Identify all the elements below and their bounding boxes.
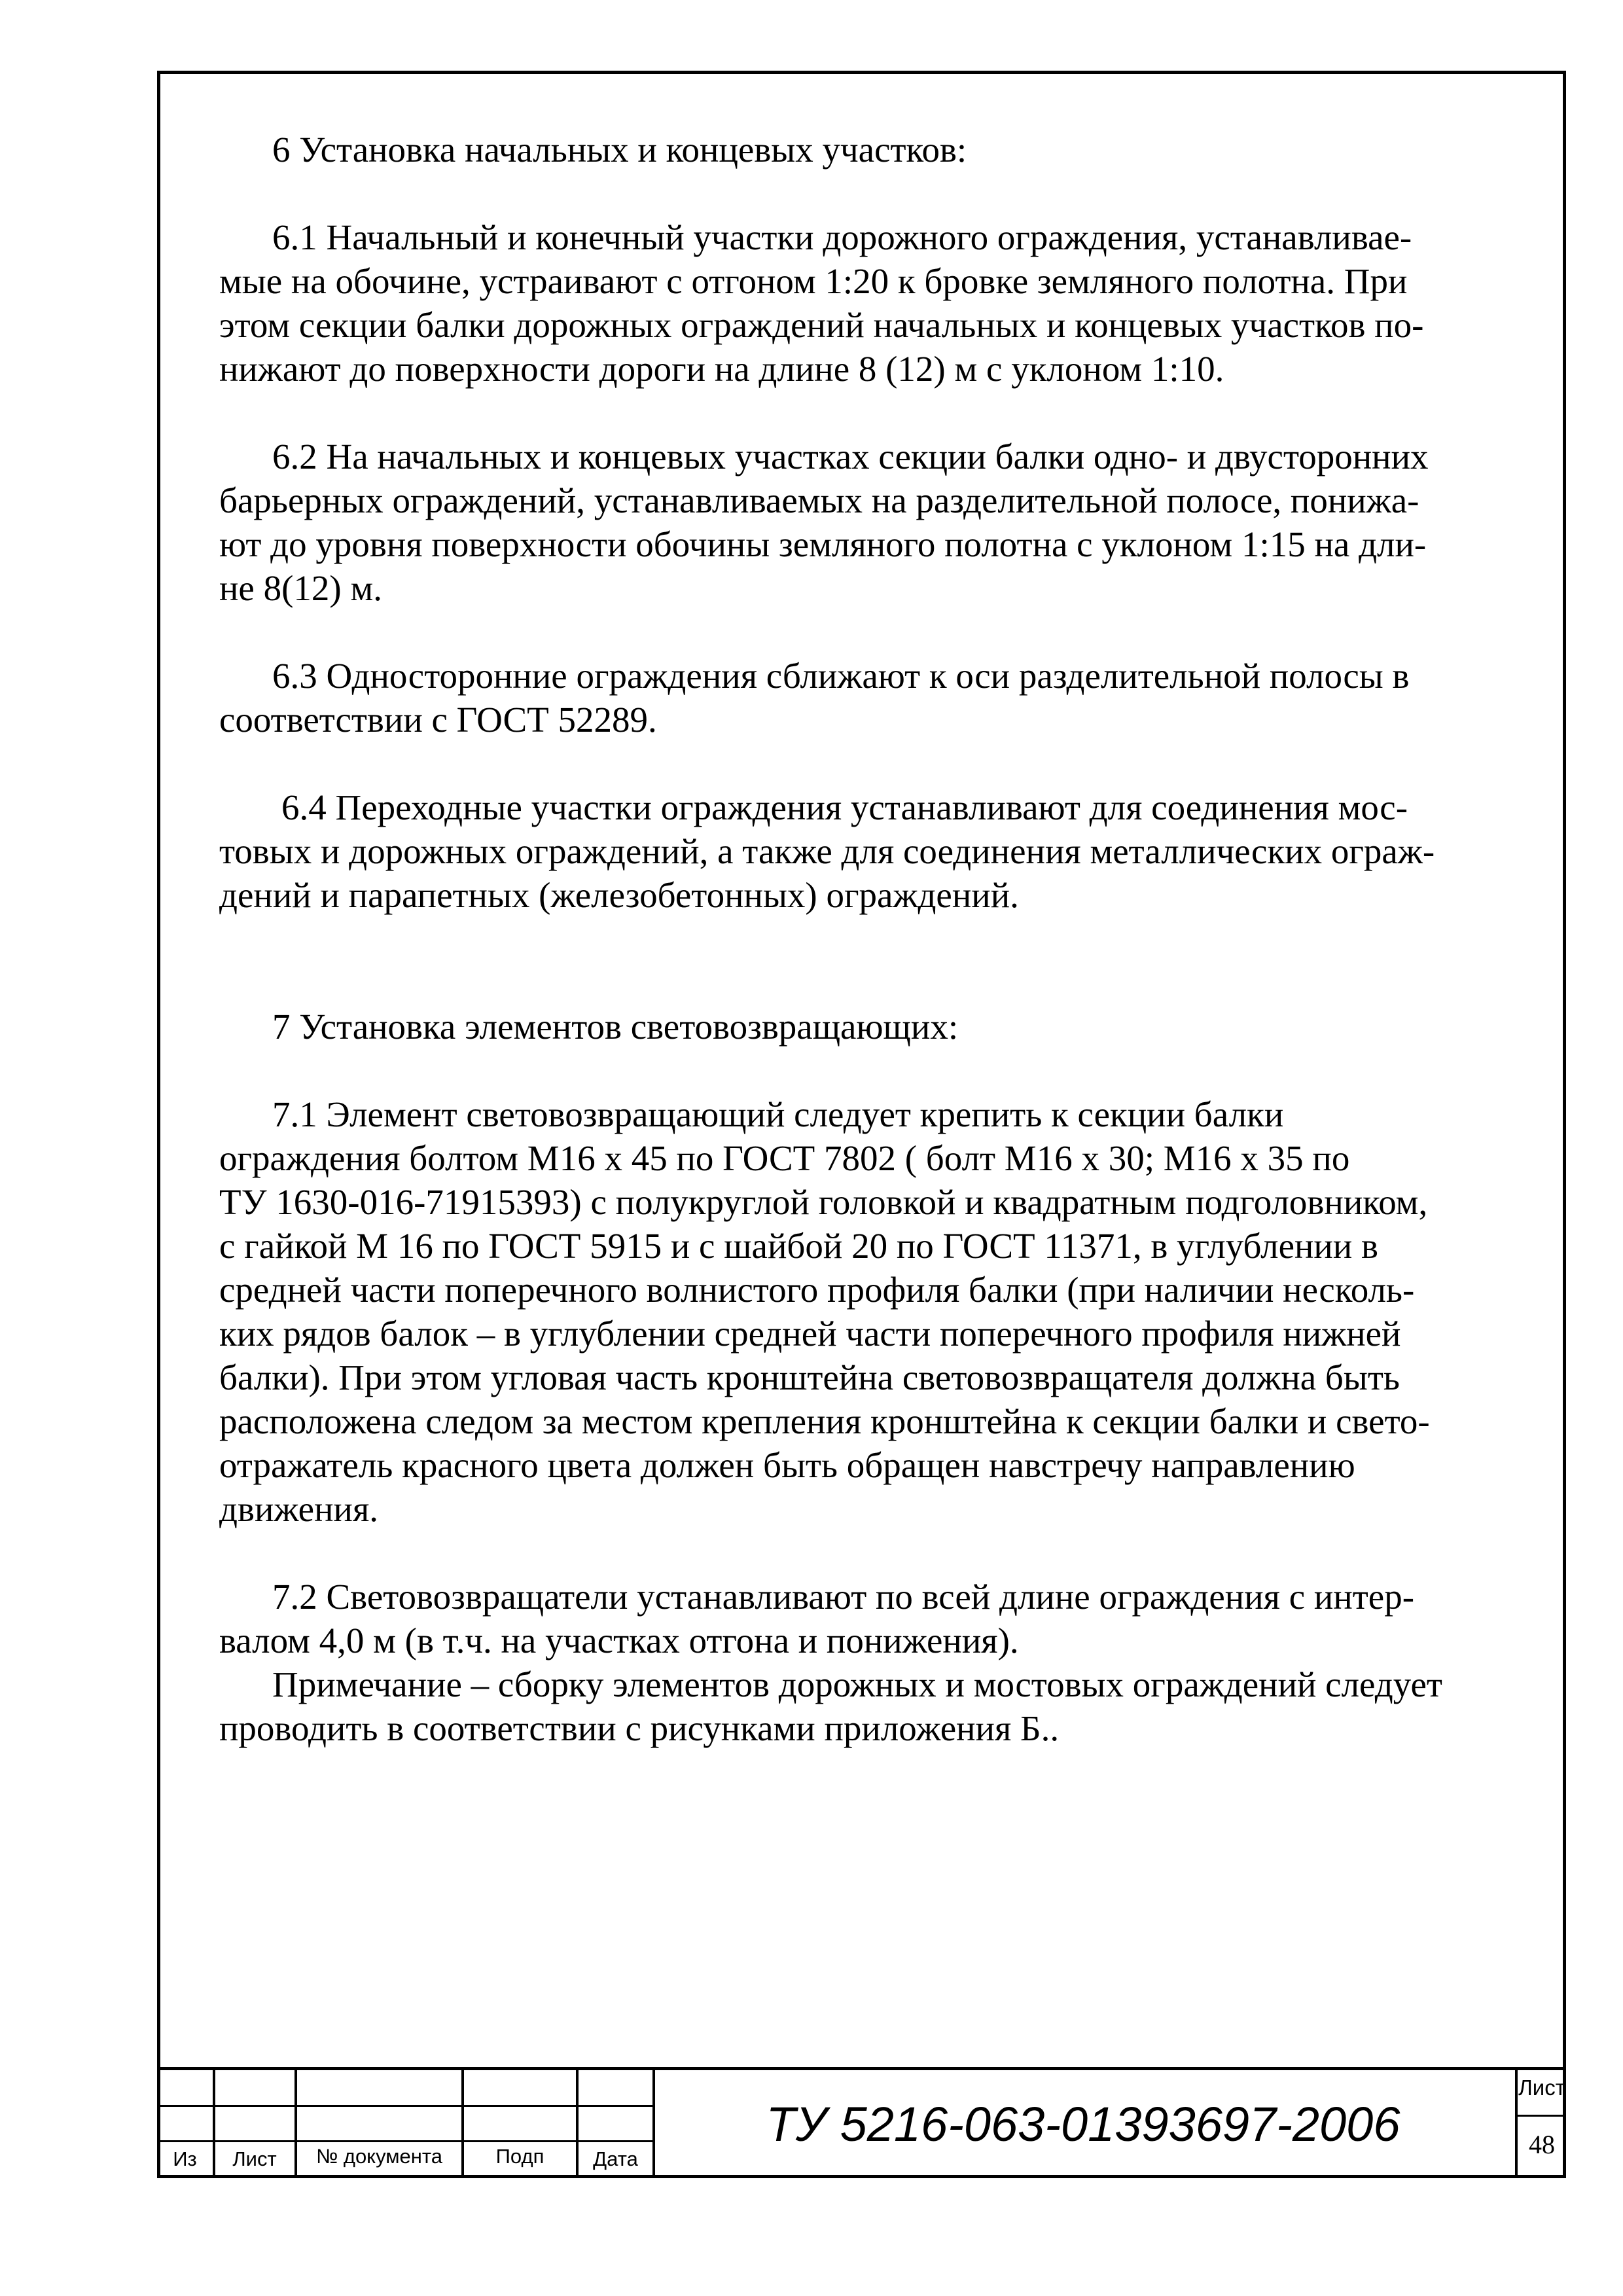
text-line: Примечание – сборку элементов дорожных и мостовых ограждений следует — [272, 1664, 1442, 1704]
sheet-label: Лист — [1518, 2075, 1565, 2100]
paragraph-6-2 — [219, 435, 1525, 610]
text-line: 7.2 Световозвращатели устанавливают по всей длине ограждения с интер- — [272, 1577, 1415, 1617]
paragraph-6-4 — [219, 785, 1525, 917]
text-line: 6.1 Начальный и конечный участки дорожного ограждения, устанавливае- — [272, 217, 1412, 257]
text-line: соответствии с ГОСТ 52289. — [219, 700, 657, 740]
paragraph-7-2 — [219, 1575, 1525, 1662]
stamp-row-divider — [157, 2105, 654, 2107]
text-line: товых и дорожных ограждений, а также для соединения металлических ограж- — [219, 831, 1435, 871]
text-line: 6.3 Односторонние ограждения сближают к оси разделительной полосы в — [272, 656, 1410, 696]
stamp-row-divider — [157, 2140, 654, 2142]
text-line: ТУ 1630-016-71915393) с полукруглой головкой и квадратным подголовником, — [219, 1182, 1428, 1222]
text-line: отражатель красного цвета должен быть обращен навстречу направлению — [219, 1445, 1355, 1485]
stamp-label-doc-number: № документа — [315, 2145, 443, 2168]
sheet-number: 48 — [1529, 2130, 1555, 2159]
text-line: ких рядов балок – в углублении средней части поперечного профиля нижней — [219, 1314, 1401, 1354]
text-line: 6.2 На начальных и концевых участках секции балки одно- и двусторонних — [272, 437, 1429, 476]
document-body — [219, 128, 1525, 1750]
text-line: с гайкой М 16 по ГОСТ 5915 и с шайбой 20 по ГОСТ 11371, в углублении в — [219, 1226, 1379, 1266]
section-6-heading: 6 Установка начальных и концевых участков: — [272, 130, 967, 170]
paragraph-6-3 — [219, 654, 1525, 742]
stamp-sheet-divider — [1515, 2115, 1566, 2117]
text-line: балки). При этом угловая часть кронштейна световозвращателя должна быть — [219, 1357, 1400, 1397]
stamp-label-signature: Подп — [495, 2145, 544, 2168]
stamp-label-list: Лист — [232, 2147, 277, 2170]
text-line: мые на обочине, устраивают с отгоном 1:20 к бровке земляного полотна. При — [219, 261, 1408, 301]
stamp-label-iz: Из — [173, 2147, 197, 2170]
text-line: ют до уровня поверхности обочины земляного полотна с уклоном 1:15 на дли- — [219, 524, 1427, 564]
text-line: проводить в соответствии с рисунками приложения Б.. — [219, 1708, 1060, 1748]
document-designation: ТУ 5216-063-01393697-2006 — [766, 2097, 1400, 2151]
text-line: валом 4,0 м (в т.ч. на участках отгона и понижения). — [219, 1621, 1019, 1660]
paragraph-7-1 — [219, 1092, 1525, 1531]
text-line: ограждения болтом М16 х 45 по ГОСТ 7802 ( болт М16 х 30; М16 х 35 по — [219, 1138, 1350, 1178]
text-line: движения. — [219, 1489, 378, 1529]
text-line: этом секции балки дорожных ограждений начальных и концевых участков по- — [219, 305, 1424, 345]
section-7-heading: 7 Установка элементов световозвращающих: — [272, 1007, 959, 1047]
text-line: барьерных ограждений, устанавливаемых на разделительной полосе, понижа- — [219, 480, 1419, 520]
note-paragraph — [219, 1662, 1525, 1750]
text-line: средней части поперечного волнистого профиля балки (при наличии несколь- — [219, 1270, 1415, 1310]
stamp-label-date: Дата — [593, 2147, 638, 2170]
title-block — [157, 2067, 1566, 2178]
text-line: 6.4 Переходные участки ограждения устанавливают для соединения мос- — [281, 787, 1408, 827]
text-line: нижают до поверхности дороги на длине 8 (12) м с уклоном 1:10. — [219, 349, 1224, 389]
text-line: 7.1 Элемент световозвращающий следует крепить к секции балки — [272, 1094, 1284, 1134]
text-line: расположена следом за местом крепления кронштейна к секции балки и свето- — [219, 1401, 1430, 1441]
text-line: дений и парапетных (железобетонных) ограждений. — [219, 875, 1019, 915]
text-line: не 8(12) м. — [219, 568, 383, 608]
paragraph-6-1 — [219, 215, 1525, 391]
